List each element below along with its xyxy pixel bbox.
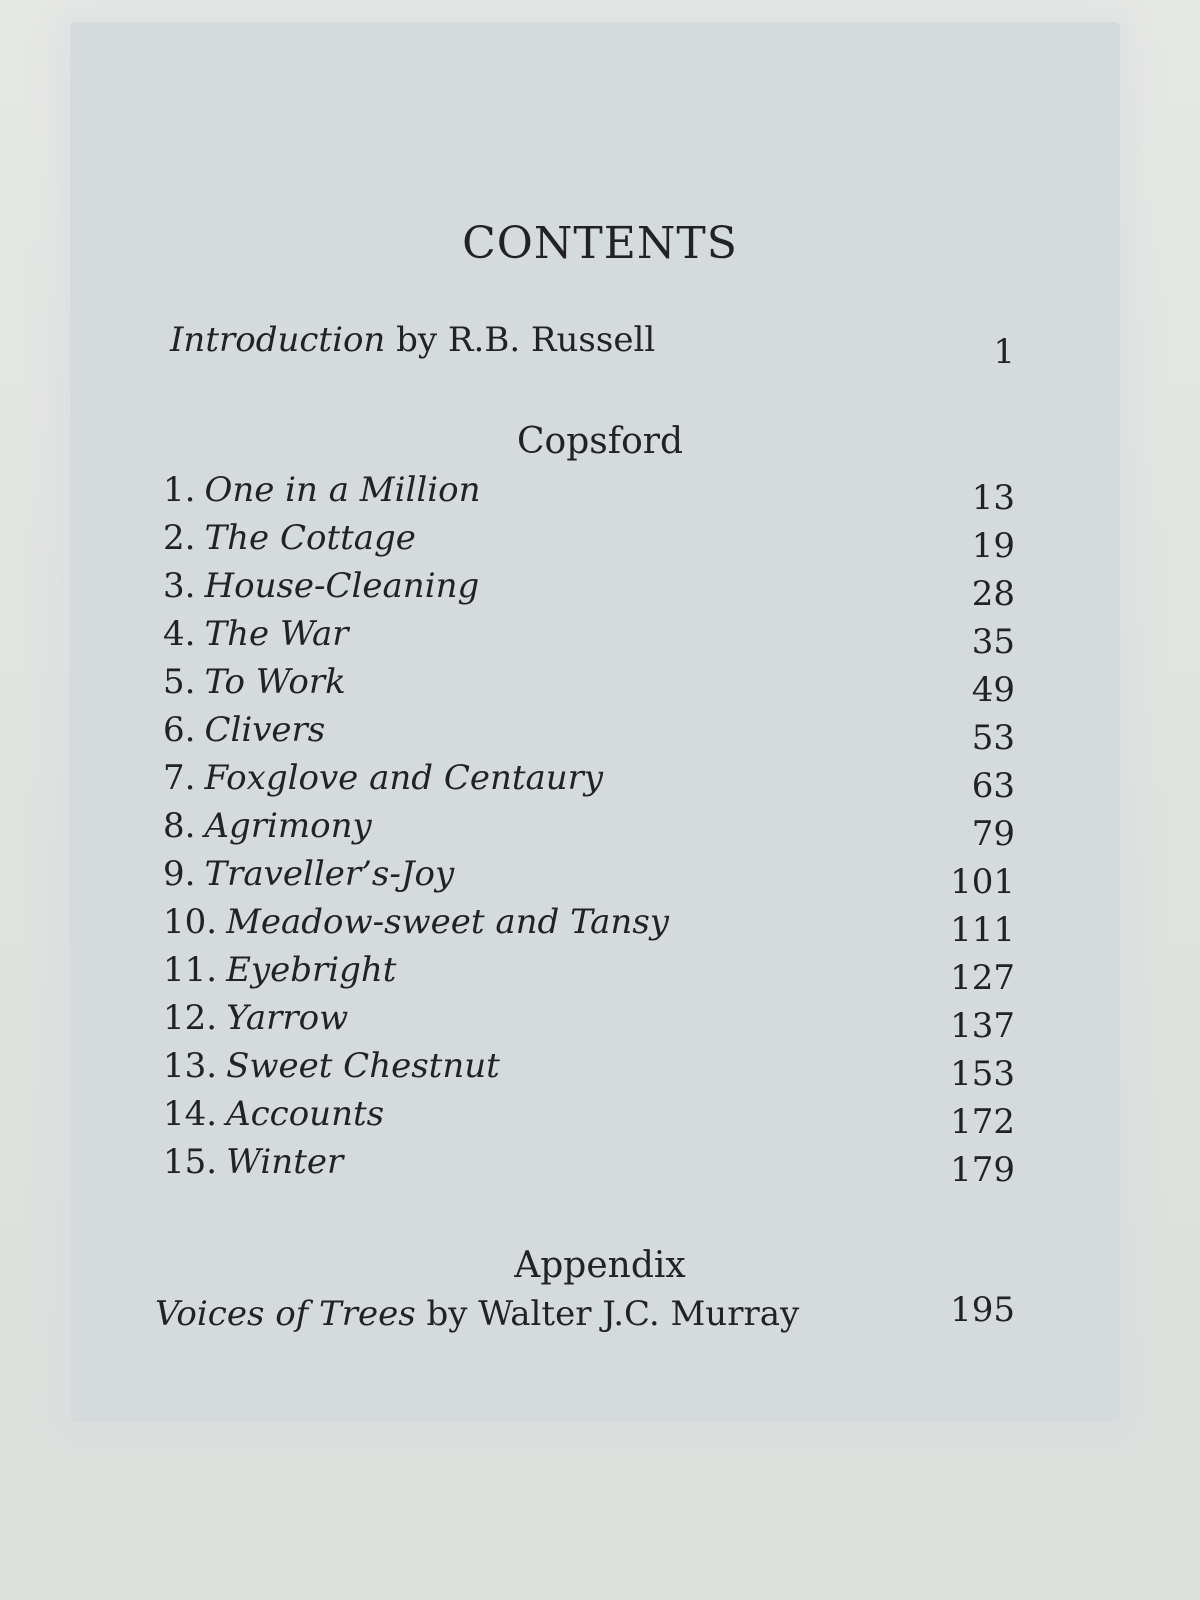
chapter-entry xyxy=(163,706,1015,758)
chapter-entry xyxy=(163,610,1015,662)
chapter-title: Winter xyxy=(226,1142,344,1182)
introduction-text xyxy=(170,316,655,364)
chapter-number: 14. xyxy=(163,1094,218,1134)
chapter-page-number: 111 xyxy=(950,910,1015,950)
chapter-number: 10. xyxy=(163,902,218,942)
introduction-title: Introduction xyxy=(170,320,386,360)
chapter-page-number: 153 xyxy=(950,1054,1015,1094)
chapter-number: 1. xyxy=(163,470,196,510)
chapter-page-number: 28 xyxy=(971,574,1015,614)
chapter-page-number: 127 xyxy=(950,958,1015,998)
chapter-number: 13. xyxy=(163,1046,218,1086)
chapter-entry xyxy=(163,514,1015,566)
chapter-page-number: 35 xyxy=(971,622,1015,662)
appendix-text xyxy=(155,1290,799,1338)
chapter-title: The Cottage xyxy=(204,518,416,558)
chapter-number: 11. xyxy=(163,950,218,990)
chapter-page-number: 137 xyxy=(950,1006,1015,1046)
chapter-page-number: 19 xyxy=(971,526,1015,566)
chapter-title: To Work xyxy=(204,662,346,702)
chapter-title: Accounts xyxy=(226,1094,385,1134)
chapter-title: Meadow-sweet and Tansy xyxy=(226,902,669,942)
chapter-entry xyxy=(163,802,1015,854)
chapter-title: One in a Million xyxy=(204,470,481,510)
chapter-entry xyxy=(163,658,1015,710)
chapter-page-number: 53 xyxy=(971,718,1015,758)
chapter-title: Yarrow xyxy=(226,998,349,1038)
appendix-title: Voices of Trees xyxy=(155,1294,416,1334)
introduction-page-number: 1 xyxy=(993,332,1015,372)
appendix-entry xyxy=(155,1290,1015,1338)
chapter-entry xyxy=(163,1090,1015,1142)
chapter-number: 2. xyxy=(163,518,196,558)
introduction-author: by R.B. Russell xyxy=(396,320,656,360)
chapter-entry xyxy=(163,754,1015,806)
chapter-page-number: 79 xyxy=(971,814,1015,854)
chapter-title: The War xyxy=(204,614,349,654)
chapter-title: Foxglove and Centaury xyxy=(204,758,604,798)
chapter-entry xyxy=(163,946,1015,998)
chapter-title: Eyebright xyxy=(226,950,397,990)
chapter-page-number: 63 xyxy=(971,766,1015,806)
chapter-number: 6. xyxy=(163,710,196,750)
chapter-number: 3. xyxy=(163,566,196,606)
appendix-author: by Walter J.C. Murray xyxy=(426,1294,800,1334)
chapter-page-number: 179 xyxy=(950,1150,1015,1190)
chapter-page-number: 13 xyxy=(971,478,1015,518)
chapter-number: 4. xyxy=(163,614,196,654)
section-heading-appendix: Appendix xyxy=(514,1245,686,1286)
chapter-entry xyxy=(163,850,1015,902)
chapter-title: Agrimony xyxy=(204,806,372,846)
chapter-title: Sweet Chestnut xyxy=(226,1046,500,1086)
section-heading-copsford: Copsford xyxy=(517,421,683,462)
chapter-entry xyxy=(163,1138,1015,1190)
chapter-page-number: 172 xyxy=(950,1102,1015,1142)
chapter-entry xyxy=(163,1042,1015,1094)
chapter-entry xyxy=(163,562,1015,614)
chapter-list xyxy=(163,466,1015,1190)
chapter-entry xyxy=(163,466,1015,518)
chapter-page-number: 101 xyxy=(950,862,1015,902)
chapter-number: 7. xyxy=(163,758,196,798)
chapter-entry xyxy=(163,898,1015,950)
chapter-page-number: 49 xyxy=(971,670,1015,710)
chapter-number: 9. xyxy=(163,854,196,894)
chapter-title: House-Cleaning xyxy=(204,566,480,606)
chapter-title: Traveller’s-Joy xyxy=(204,854,455,894)
chapter-title: Clivers xyxy=(204,710,326,750)
introduction-entry xyxy=(155,316,1015,372)
chapter-entry xyxy=(163,994,1015,1046)
appendix-page-number: 195 xyxy=(950,1290,1015,1330)
contents-heading: CONTENTS xyxy=(462,218,738,269)
chapter-number: 5. xyxy=(163,662,196,702)
chapter-number: 12. xyxy=(163,998,218,1038)
chapter-number: 15. xyxy=(163,1142,218,1182)
chapter-number: 8. xyxy=(163,806,196,846)
